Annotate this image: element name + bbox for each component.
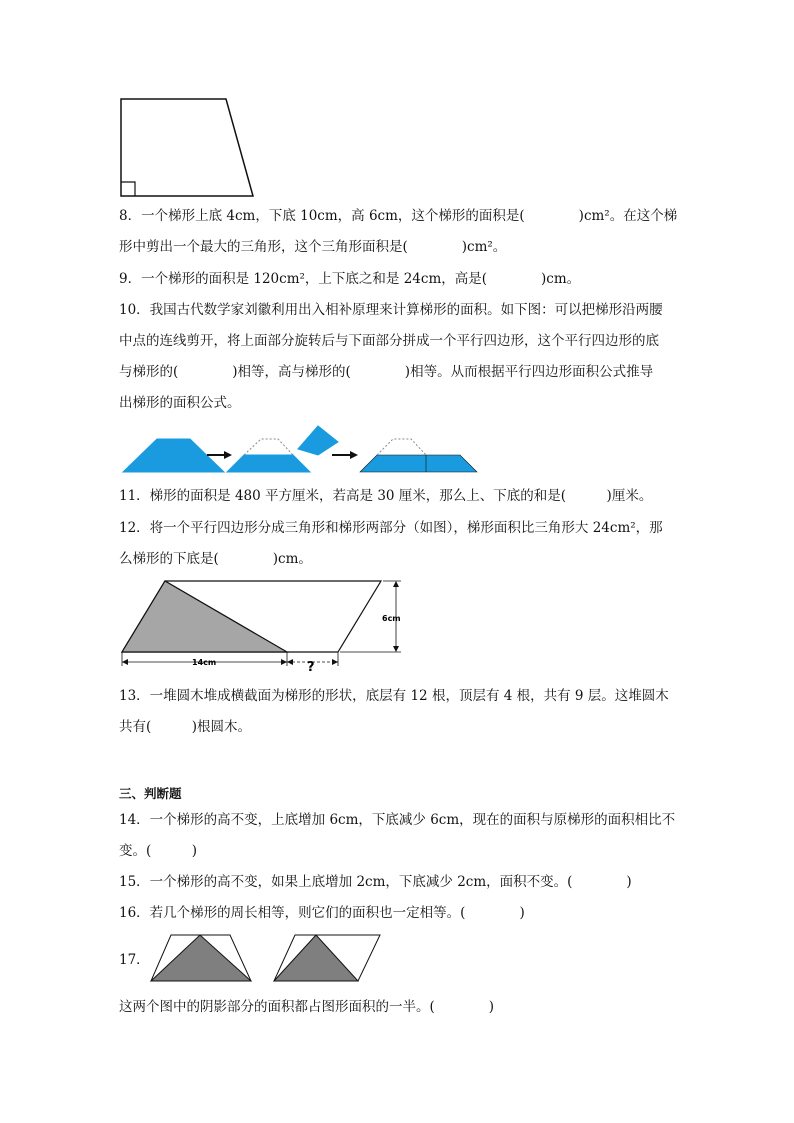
q10-line4: 出梯形的面积公式。 xyxy=(119,395,241,411)
unknown-label: ? xyxy=(307,660,315,675)
q8-line1: 8．一个梯形上底 4cm，下底 10cm，高 6cm，这个梯形的面积是( )cm²。在这个梯 xyxy=(119,208,678,224)
q14-line2: 变。( ) xyxy=(119,843,198,859)
q17-figures xyxy=(148,933,384,985)
q10-line3: 与梯形的( )相等，高与梯形的( )相等。从而根据平行四边形面积公式推导 xyxy=(119,364,654,380)
q10-cut-diagram xyxy=(120,422,480,474)
section-heading: 三、判断题 xyxy=(119,786,182,801)
q12-line1: 12．将一个平行四边形分成三角形和梯形两部分（如图），梯形面积比三角形大 24cm²，那 xyxy=(119,520,663,536)
q9-line: 9．一个梯形的面积是 120cm²，上下底之和是 24cm，高是( )cm。 xyxy=(119,271,581,287)
q13-line2: 共有( )根圆木。 xyxy=(119,719,252,735)
base-label: 14cm xyxy=(192,658,217,667)
q15-line: 15．一个梯形的高不变，如果上底增加 2cm，下底减少 2cm，面积不变。( ) xyxy=(119,874,632,890)
q16-line: 16．若几个梯形的周长相等，则它们的面积也一定相等。( ) xyxy=(119,905,525,921)
q8-line2: 形中剪出一个最大的三角形，这个三角形面积是( )cm²。 xyxy=(119,239,507,255)
height-label: 6cm xyxy=(382,614,401,623)
q10-line2: 中点的连线剪开，将上面部分旋转后与下面部分拼成一个平行四边形，这个平行四边形的底 xyxy=(119,333,659,349)
q13-line1: 13．一堆圆木堆成横截面为梯形的形状，底层有 12 根，顶层有 4 根，共有 9 层。这堆圆木 xyxy=(119,688,669,704)
q17-label: 17． xyxy=(119,952,150,968)
q11-line: 11．梯形的面积是 480 平方厘米，若高是 30 厘米，那么上、下底的和是( )厘米。 xyxy=(119,488,653,504)
trapezoid-figure xyxy=(119,97,259,197)
q12-line2: 么梯形的下底是( )cm。 xyxy=(119,551,312,567)
q17-statement: 这两个图中的阴影部分的面积都占图形面积的一半。( ) xyxy=(119,999,495,1015)
q14-line1: 14．一个梯形的高不变，上底增加 6cm，下底减少 6cm，现在的面积与原梯形的面积相比不 xyxy=(119,812,676,828)
q12-parallelogram-figure xyxy=(119,578,409,678)
q10-line1: 10．我国古代数学家刘徽利用出入相补原理来计算梯形的面积。如下图：可以把梯形沿两腰 xyxy=(119,302,663,318)
